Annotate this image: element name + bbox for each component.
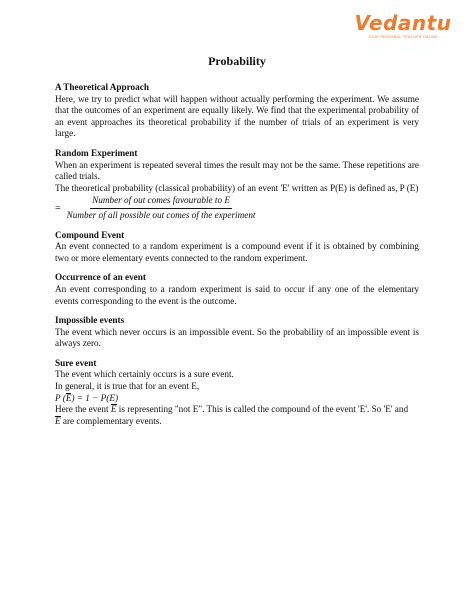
document-body [55,82,419,435]
section-impossible-events [55,315,419,350]
vedantu-logo [344,12,462,39]
formula-part: ) = 1 − P(E) [71,392,119,403]
section-heading: A Theoretical Approach [55,82,149,92]
formula-part: P ( [55,392,66,403]
formula-equals: = [55,202,61,214]
section-paragraph: When an experiment is repeated several times the result may not be the same. These repetitions are called trials. [55,159,419,182]
section-heading: Occurrence of an event [55,272,146,283]
section-paragraph: The event which certainly occurs is a sure event. [55,369,234,380]
formula-denominator: Number of all possible out comes of the experiment [66,209,256,220]
page-title: Probability [208,54,266,68]
section-paragraph: The event which never occurs is an impossible event. So the probability of an impossible event is always zero. [55,326,419,349]
section-paragraph [55,404,419,416]
logo-tagline: YOUR PERSONAL TEACHER ONLINE [368,35,438,39]
section-paragraph: In general, it is true that for an event E, [55,381,200,392]
section-paragraph: Here, we try to predict what will happen without actually performing the experiment. We assume that the outcomes of an experiment are equally likely. We find that the experimental probability of an event approaches its theoretical probability if the number of trials of an experiment is very large. [55,93,419,139]
section-heading: Sure event [55,357,97,368]
section-paragraph: An event corresponding to a random experiment is said to occur if any one of the elementary events corresponding to the event is the outcome. [55,283,419,306]
section-occurrence-of-event [55,272,419,307]
section-random-experiment [55,148,419,222]
section-paragraph [55,416,419,428]
e-bar-symbol: E [65,392,72,403]
text-run: Here the event [55,404,111,415]
section-heading: Random Experiment [55,147,138,158]
section-paragraph: The theoretical probability (classical probability) of an event 'E' written as P(E) is defined as, P (E) [55,182,419,193]
complement-formula [55,393,419,405]
text-run: is representing "not E". This is called the compound of the event 'E'. So 'E' and [116,404,409,415]
section-heading: Compound Event [55,229,125,240]
section-heading: Impossible events [55,315,125,326]
formula-numerator: Number of out comes favourable to E [90,195,232,209]
logo-wordmark: Vedantu [354,11,452,35]
section-paragraph: An event connected to a random experiment is a compound event if it is obtained by combining two or more elementary events connected to the random experiment. [55,241,419,263]
section-theoretical-approach [55,82,419,140]
probability-formula [55,195,419,221]
e-bar-symbol: E [55,415,61,426]
section-compound-event [55,230,419,265]
section-sure-event [55,358,419,428]
e-bar-symbol: E [110,404,117,415]
formula-fraction [67,195,256,221]
text-run: are complementary events. [60,415,162,426]
